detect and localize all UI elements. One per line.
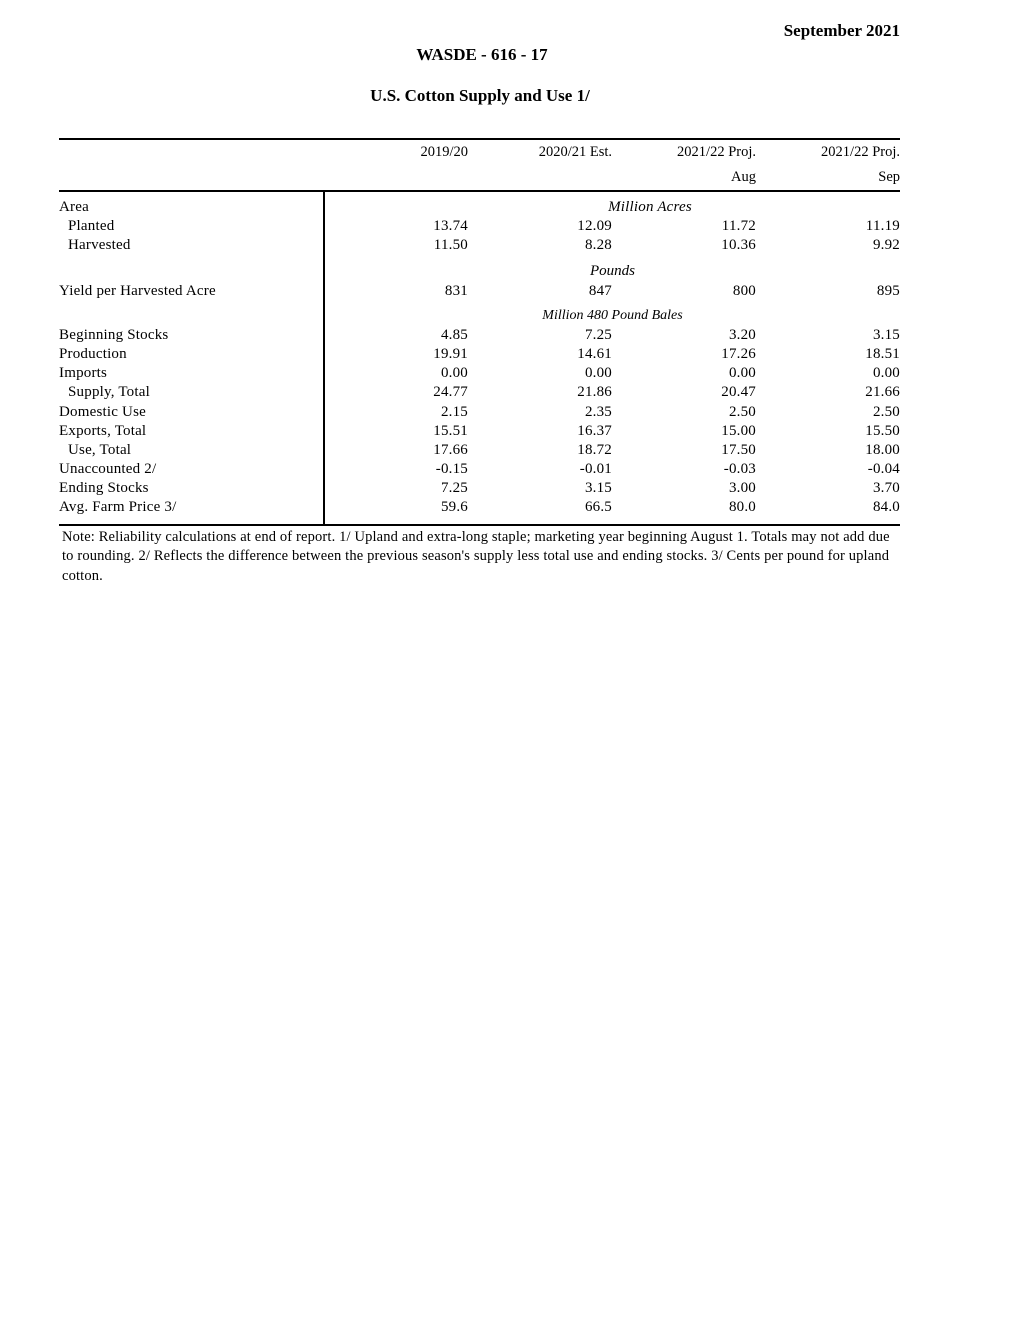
row-area xyxy=(59,198,900,217)
row-exports-total xyxy=(59,422,900,441)
row-label: Exports, Total xyxy=(59,422,147,439)
col-subheader-empty-2 xyxy=(468,165,612,190)
cell: 3.15 xyxy=(584,480,612,497)
col-header-2021-22-sep: 2021/22 Proj. xyxy=(821,144,900,160)
row-beginning-stocks xyxy=(59,326,900,345)
row-label: Ending Stocks xyxy=(59,480,149,497)
row-supply-total xyxy=(59,383,900,402)
row-label: Imports xyxy=(59,365,108,382)
cell: 11.19 xyxy=(865,218,900,235)
cell: 66.5 xyxy=(584,499,612,516)
row-label: Beginning Stocks xyxy=(59,326,169,343)
cell: 800 xyxy=(732,282,756,299)
cell: 2.50 xyxy=(872,403,900,420)
row-label: Unaccounted 2/ xyxy=(59,461,157,478)
cell: 8.28 xyxy=(584,237,612,254)
column-header-row xyxy=(59,140,900,165)
cell: 24.77 xyxy=(433,384,468,401)
cell: 3.20 xyxy=(728,326,756,343)
cotton-table xyxy=(59,138,900,526)
cell: 18.51 xyxy=(865,345,900,362)
cell: 0.00 xyxy=(872,365,900,382)
row-label: Avg. Farm Price 3/ xyxy=(59,499,177,516)
cell: 3.00 xyxy=(728,480,756,497)
row-yield xyxy=(59,282,900,301)
table-title: U.S. Cotton Supply and Use 1/ xyxy=(370,86,590,105)
col-subheader-empty-1 xyxy=(324,165,468,190)
cell: 11.50 xyxy=(433,237,468,254)
cell: 0.00 xyxy=(440,365,468,382)
report-id: WASDE - 616 - 17 xyxy=(416,45,548,64)
cell: 20.47 xyxy=(721,384,756,401)
cell: 17.26 xyxy=(721,345,756,362)
cell: 21.66 xyxy=(865,384,900,401)
col-header-2020-21: 2020/21 Est. xyxy=(538,144,612,160)
unit-row-bales xyxy=(59,305,900,326)
col-subheader-aug: Aug xyxy=(731,169,756,185)
cell: 3.70 xyxy=(872,480,900,497)
cell: -0.03 xyxy=(723,461,756,478)
unit-million-acres: Million Acres xyxy=(608,199,692,215)
cell: 4.85 xyxy=(440,326,468,343)
cell: 0.00 xyxy=(584,365,612,382)
row-label: Yield per Harvested Acre xyxy=(59,282,216,299)
cell: -0.15 xyxy=(435,461,468,478)
row-domestic-use xyxy=(59,403,900,422)
row-label: Planted xyxy=(68,218,115,235)
cell: 13.74 xyxy=(433,218,468,235)
col-header-2021-22-aug: 2021/22 Proj. xyxy=(677,144,756,160)
row-use-total xyxy=(59,441,900,460)
cell: 3.15 xyxy=(872,326,900,343)
row-production xyxy=(59,345,900,364)
cell: 12.09 xyxy=(577,218,612,235)
cell: -0.01 xyxy=(579,461,612,478)
row-unaccounted xyxy=(59,460,900,479)
cell: 7.25 xyxy=(440,480,468,497)
cell: 2.35 xyxy=(584,403,612,420)
cell: 18.00 xyxy=(865,441,900,458)
cell: 16.37 xyxy=(577,422,612,439)
row-label: Production xyxy=(59,345,127,362)
cell: 15.00 xyxy=(721,422,756,439)
cell: 0.00 xyxy=(728,365,756,382)
cell: 17.66 xyxy=(433,441,468,458)
cell: 80.0 xyxy=(728,499,756,516)
col-subheader-sep: Sep xyxy=(878,169,900,185)
row-imports xyxy=(59,364,900,383)
cell: 10.36 xyxy=(721,237,756,254)
table-body xyxy=(59,192,900,524)
row-label: Area xyxy=(59,199,89,215)
cell: 11.72 xyxy=(721,218,756,235)
unit-pounds: Pounds xyxy=(590,262,635,279)
cell: -0.04 xyxy=(867,461,900,478)
row-avg-farm-price xyxy=(59,498,900,517)
row-label: Supply, Total xyxy=(68,384,150,401)
cell: 17.50 xyxy=(721,441,756,458)
row-planted xyxy=(59,217,900,236)
bottom-rule xyxy=(59,524,900,526)
col-header-2019-20: 2019/20 xyxy=(420,144,468,160)
row-ending-stocks xyxy=(59,479,900,498)
unit-bales: Million 480 Pound Bales xyxy=(542,307,683,323)
cell: 2.50 xyxy=(728,403,756,420)
cell: 7.25 xyxy=(584,326,612,343)
footnote: Note: Reliability calculations at end of report. 1/ Upland and extra-long staple; marketing year beginning August 1. Totals may not add due to rounding. 2/ Reflects the difference between the previous season's supply less total use and ending stocks. 3/ Cents per pound for upland cotton. xyxy=(62,529,890,584)
cell: 9.92 xyxy=(872,237,900,254)
cell: 847 xyxy=(588,282,612,299)
cell: 15.50 xyxy=(865,422,900,439)
row-harvested xyxy=(59,236,900,255)
cell: 19.91 xyxy=(433,345,468,362)
cell: 15.51 xyxy=(433,422,468,439)
cell: 14.61 xyxy=(577,345,612,362)
column-subheader-row xyxy=(59,165,900,190)
cell: 895 xyxy=(876,282,900,299)
cell: 2.15 xyxy=(440,403,468,420)
cell: 59.6 xyxy=(440,499,468,516)
cell: 21.86 xyxy=(577,384,612,401)
report-date: September 2021 xyxy=(783,21,900,40)
row-label: Use, Total xyxy=(68,441,132,458)
cell: 18.72 xyxy=(577,441,612,458)
vertical-divider xyxy=(323,192,325,524)
unit-row-pounds xyxy=(59,260,900,282)
row-label: Harvested xyxy=(68,237,131,254)
cell: 831 xyxy=(444,282,468,299)
row-label: Domestic Use xyxy=(59,403,146,420)
cell: 84.0 xyxy=(872,499,900,516)
